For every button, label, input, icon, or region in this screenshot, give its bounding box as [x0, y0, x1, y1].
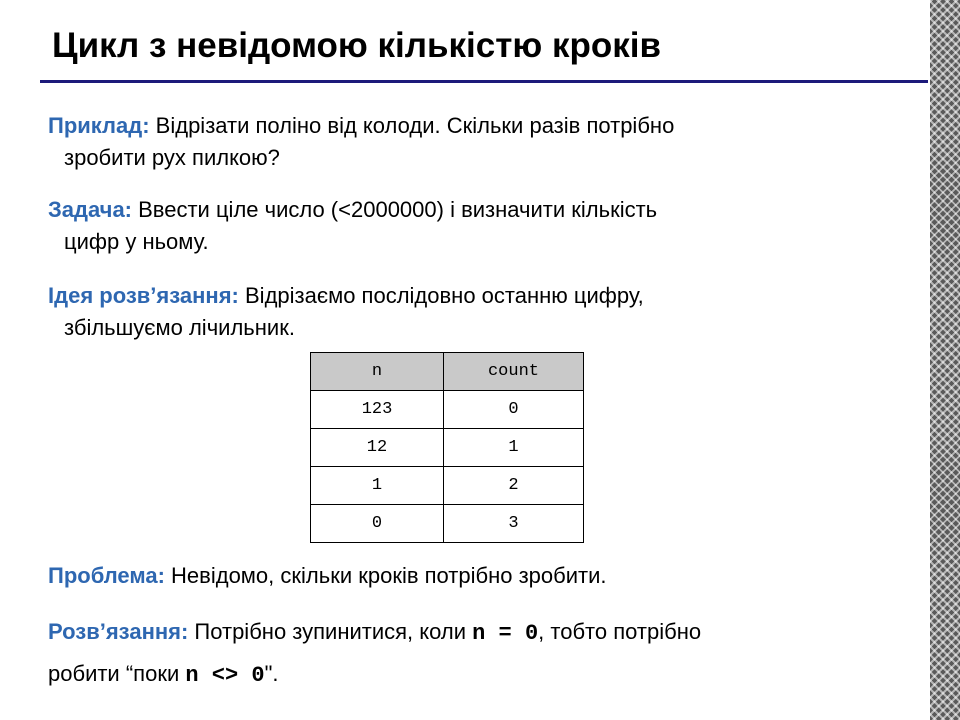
table-row: [311, 429, 584, 467]
solution-text-3: робити “поки: [48, 661, 186, 686]
column-header-n: n: [311, 353, 444, 391]
idea-label: Ідея розв’язання:: [48, 283, 239, 308]
table-cell-count: 1: [444, 429, 584, 467]
slide-title: Цикл з невідомою кількістю кроків: [52, 26, 661, 65]
solution-label: Розв’язання:: [48, 619, 189, 644]
task-label: Задача:: [48, 197, 133, 222]
solution-text-2: , тобто потрібно: [538, 619, 702, 644]
decorative-border: [926, 0, 960, 720]
table-row: [311, 505, 584, 543]
idea-paragraph: [48, 280, 898, 344]
table-cell-count: 0: [444, 391, 584, 429]
border-divider: [926, 0, 930, 720]
table-row: [311, 391, 584, 429]
table-cell-n: 12: [311, 429, 444, 467]
example-label: Приклад:: [48, 113, 150, 138]
table-cell-count: 2: [444, 467, 584, 505]
idea-text-line1: Відрізаємо послідовно останню цифру,: [238, 283, 644, 308]
table-cell-n: 0: [311, 505, 444, 543]
table-cell-n: 123: [311, 391, 444, 429]
column-header-count: count: [444, 353, 584, 391]
solution-code-loop: n <> 0: [185, 663, 265, 688]
solution-text-4: ".: [264, 661, 279, 686]
problem-text: Невідомо, скільки кроків потрібно зробити.: [164, 563, 607, 588]
example-text-line1: Відрізати поліно від колоди. Скільки разів потрібно: [149, 113, 675, 138]
title-underline: [40, 80, 928, 83]
idea-text-line2: збільшуємо лічильник.: [64, 315, 295, 340]
problem-paragraph: [48, 560, 898, 592]
solution-text-1: Потрібно зупинитися, коли: [188, 619, 473, 644]
task-paragraph: [48, 194, 898, 258]
trace-table-container: [310, 352, 584, 543]
problem-label: Проблема:: [48, 563, 165, 588]
task-text-line2: цифр у ньому.: [64, 229, 209, 254]
task-text-line1: Ввести ціле число (<2000000) і визначити кількість: [132, 197, 658, 222]
solution-code-condition: n = 0: [472, 621, 539, 646]
solution-paragraph: [48, 612, 898, 696]
trace-table: [310, 352, 584, 543]
table-cell-count: 3: [444, 505, 584, 543]
table-cell-n: 1: [311, 467, 444, 505]
table-row: [311, 467, 584, 505]
example-paragraph: [48, 110, 898, 174]
example-text-line2: зробити рух пилкою?: [64, 145, 280, 170]
table-header-row: [311, 353, 584, 391]
